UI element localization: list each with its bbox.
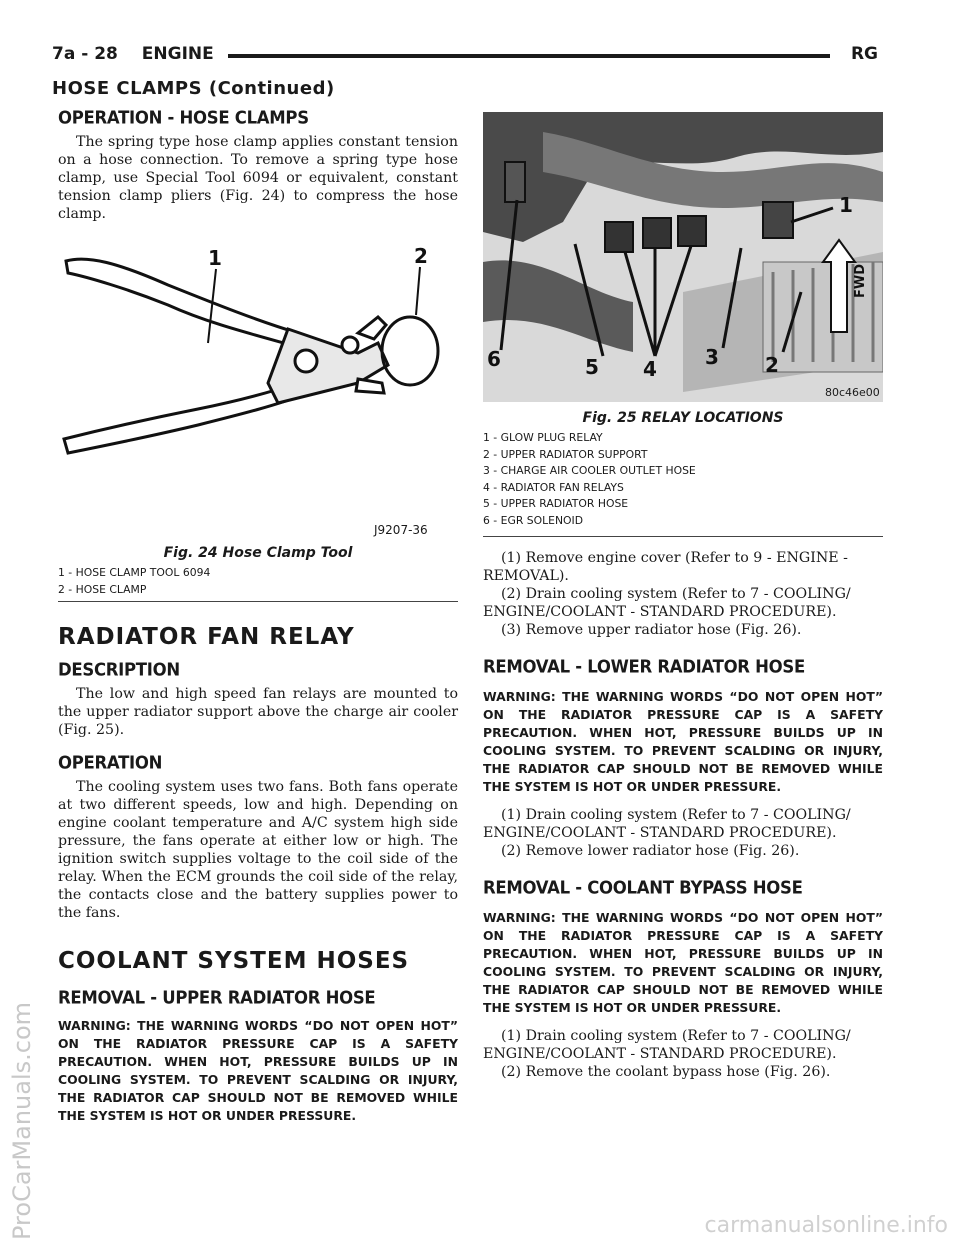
radiator-fan-relay-heading: RADIATOR FAN RELAY [58, 624, 355, 650]
header-left [52, 44, 232, 64]
step-text: (1) Remove engine cover (Refer to 9 - ENGINE - REMOVAL). [483, 550, 848, 584]
fig25-callout-3: 3 [705, 345, 719, 369]
fig24-callout-1: 1 [208, 246, 222, 270]
op-hose-clamps-text: The spring type hose clamp applies constant tension on a hose connection. To remove a spring type hose clamp, use Special Tool 6094 or equivalent, constant tension clamp pliers (Fig. 24) to compress the hose clamp. [58, 134, 458, 222]
fig24-legend-item: 1 - HOSE CLAMP TOOL 6094 [58, 566, 211, 579]
fig25-code: 80c46e00 [825, 386, 880, 399]
fig25-callout-4: 4 [643, 357, 657, 381]
fig24-callout-2: 2 [414, 244, 428, 268]
right-column [483, 112, 883, 1081]
fig25-legend-item: 3 - CHARGE AIR COOLER OUTLET HOSE [483, 464, 696, 477]
left-column [58, 108, 458, 1135]
fig25-callout-6: 6 [487, 347, 501, 371]
continued-heading: HOSE CLAMPS (Continued) [52, 78, 335, 99]
step-text: (3) Remove upper radiator hose (Fig. 26). [501, 622, 802, 638]
description-text: The low and high speed fan relays are mounted to the upper radiator support above the charge air cooler (Fig. 25). [58, 686, 458, 738]
step-text: (1) Drain cooling system (Refer to 7 - COOLING/ ENGINE/COOLANT - STANDARD PROCEDURE). [483, 807, 851, 841]
fig25-callout-1: 1 [839, 193, 853, 217]
step-text: (2) Drain cooling system (Refer to 7 - COOLING/ ENGINE/COOLANT - STANDARD PROCEDURE). [483, 586, 851, 620]
manual-code: RG [850, 44, 878, 64]
fig24-code: J9207-36 [374, 523, 428, 537]
fig24-figure [58, 233, 458, 602]
step-text: (2) Remove the coolant bypass hose (Fig. 26). [501, 1064, 831, 1080]
coolant-system-hoses-heading: COOLANT SYSTEM HOSES [58, 948, 410, 974]
operation-heading: OPERATION [58, 752, 163, 773]
hose-clamp-tool-illustration [58, 233, 458, 533]
chapter-name: ENGINE [141, 44, 214, 64]
fig25-callout-5: 5 [585, 355, 599, 379]
page-header [52, 44, 878, 74]
fig25-legend-item: 6 - EGR SOLENOID [483, 513, 584, 527]
op-hose-clamps-heading: OPERATION - HOSE CLAMPS [58, 107, 309, 128]
step-text: (1) Drain cooling system (Refer to 7 - COOLING/ ENGINE/COOLANT - STANDARD PROCEDURE). [483, 1028, 851, 1062]
removal-upper-hose-heading: REMOVAL - UPPER RADIATOR HOSE [58, 987, 376, 1008]
header-rule [228, 54, 830, 58]
fig25-legend-item: 1 - GLOW PLUG RELAY [483, 431, 603, 444]
step-text: (2) Remove lower radiator hose (Fig. 26). [501, 843, 800, 859]
lower-hose-steps [483, 806, 883, 860]
upper-hose-steps [483, 549, 883, 639]
fig25-figure [483, 112, 883, 537]
fig25-legend-item: 5 - UPPER RADIATOR HOSE [483, 497, 629, 510]
bottom-watermark: carmanualsonline.info [704, 1213, 948, 1238]
fwd-label: FWD [853, 263, 868, 298]
removal-bypass-hose-heading: REMOVAL - COOLANT BYPASS HOSE [483, 877, 803, 898]
section-number: 7a - 28 [52, 44, 118, 64]
side-watermark: ProCarManuals.com [8, 1001, 36, 1240]
removal-lower-hose-heading: REMOVAL - LOWER RADIATOR HOSE [483, 656, 805, 677]
fig24-legend-item: 2 - HOSE CLAMP [58, 582, 147, 596]
fig25-legend [483, 430, 883, 529]
bypass-hose-steps [483, 1027, 883, 1081]
warning-bypass-text: WARNING: THE WARNING WORDS “DO NOT OPEN HOT” ON THE RADIATOR PRESSURE CAP IS A SAFETY PRECAUTION. WHEN HOT, PRESSURE BUILDS UP IN COOLING SYSTEM. TO PREVENT SCALDING OR INJURY, THE RADIATOR CAP SHOULD NOT BE REMOVED WHILE THE SYSTEM IS HOT OR UNDER PRESSURE. [483, 910, 883, 1015]
fig25-callout-2: 2 [765, 353, 779, 377]
operation-text: The cooling system uses two fans. Both fans operate at two different speeds, low and high. Depending on engine coolant temperature and A/C system high side pressure, the fans operate at either low or high. The ignition switch supplies voltage to the coil side of the relay. When the ECM grounds the coil side of the relay, the contacts close and the battery supplies power to the fans. [58, 779, 458, 921]
description-heading: DESCRIPTION [58, 659, 180, 680]
fig24-caption: Fig. 24 Hose Clamp Tool [163, 545, 353, 561]
relay-locations-illustration [483, 112, 883, 402]
warning-lower-text: WARNING: THE WARNING WORDS “DO NOT OPEN HOT” ON THE RADIATOR PRESSURE CAP IS A SAFETY PRECAUTION. WHEN HOT, PRESSURE BUILDS UP IN COOLING SYSTEM. TO PREVENT SCALDING OR INJURY, THE RADIATOR CAP SHOULD NOT BE REMOVED WHILE THE SYSTEM IS HOT OR UNDER PRESSURE. [483, 689, 883, 794]
warning-upper-text: WARNING: THE WARNING WORDS “DO NOT OPEN HOT” ON THE RADIATOR PRESSURE CAP IS A SAFETY PRECAUTION. WHEN HOT, PRESSURE BUILDS UP IN COOLING SYSTEM. TO PREVENT SCALDING OR INJURY, THE RADIATOR CAP SHOULD NOT BE REMOVED WHILE THE SYSTEM IS HOT OR UNDER PRESSURE. [58, 1018, 458, 1123]
fig25-legend-item: 4 - RADIATOR FAN RELAYS [483, 480, 624, 494]
fig25-caption: Fig. 25 RELAY LOCATIONS [582, 410, 784, 426]
fig25-legend-item: 2 - UPPER RADIATOR SUPPORT [483, 447, 648, 461]
fig24-legend [58, 565, 458, 598]
